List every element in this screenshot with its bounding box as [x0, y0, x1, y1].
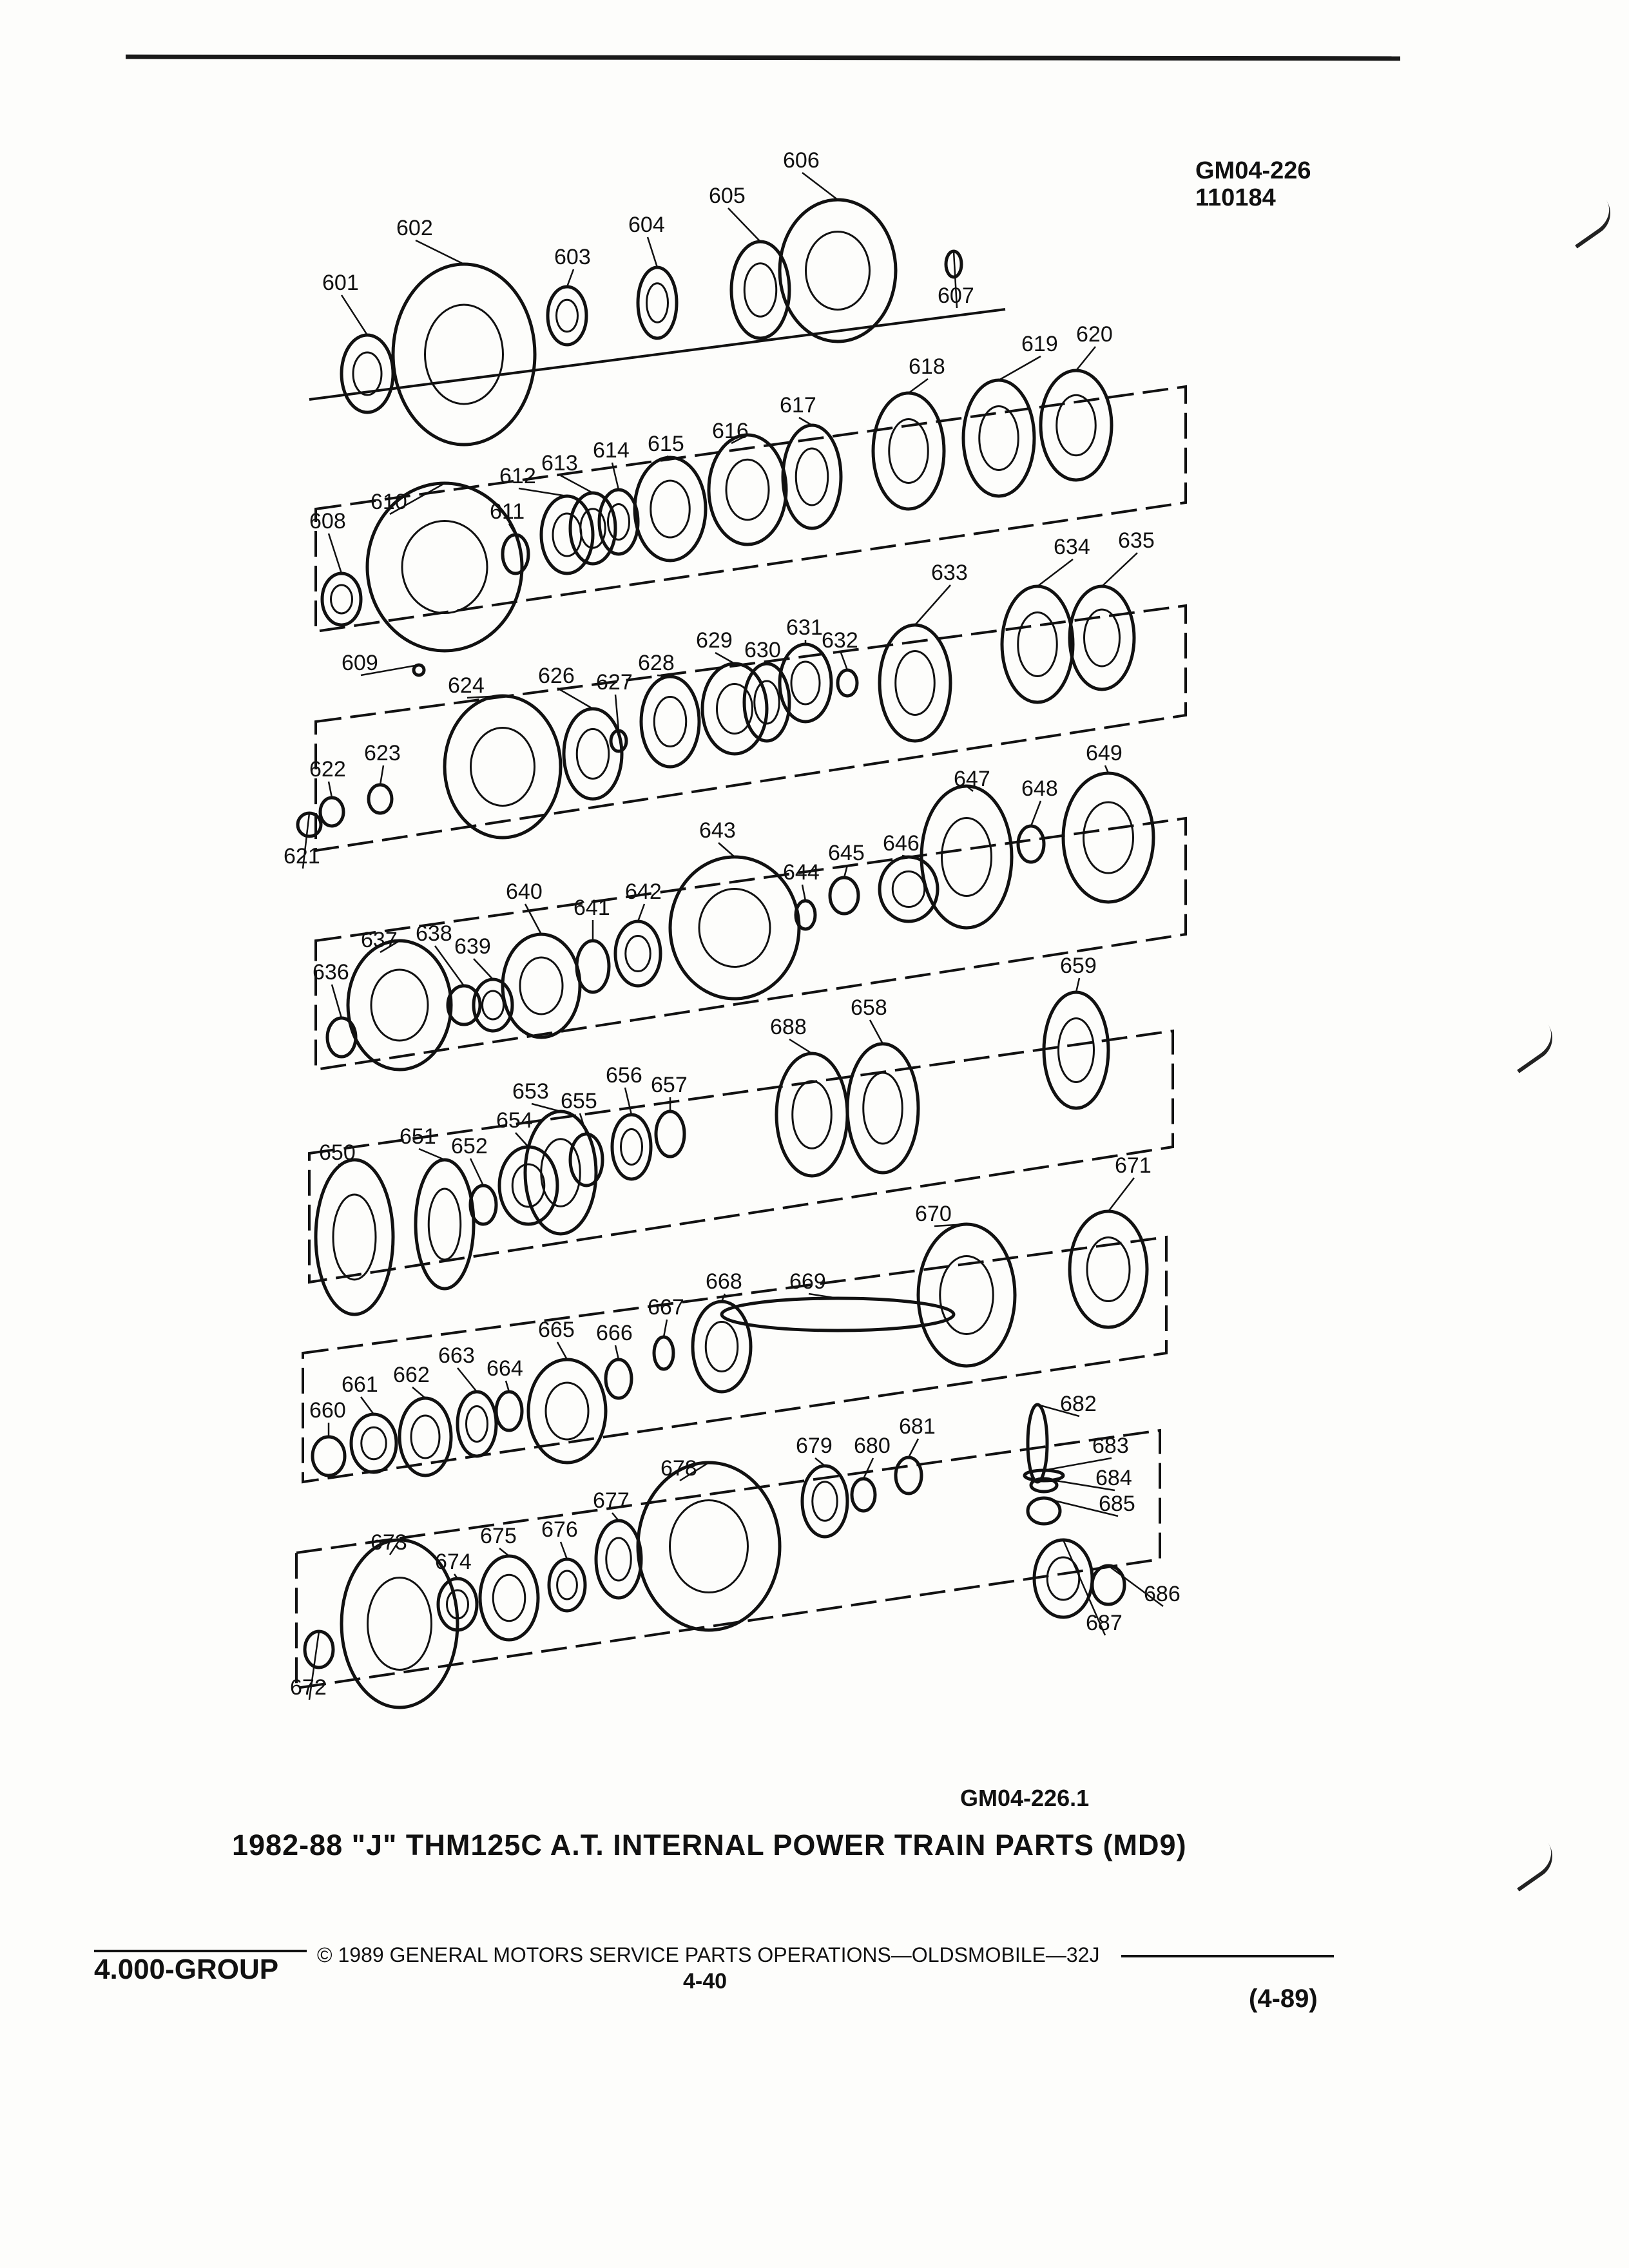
- part-624-bore: [471, 728, 535, 806]
- part-635-bore: [1084, 610, 1120, 666]
- part-603-bore: [557, 300, 578, 332]
- part-label-681: 681: [899, 1414, 936, 1439]
- leader-line-604: [648, 237, 657, 267]
- part-label-635: 635: [1118, 528, 1155, 553]
- part-617-bore: [796, 448, 828, 505]
- part-602-bore: [425, 305, 503, 404]
- part-label-634: 634: [1054, 535, 1090, 559]
- part-label-612: 612: [499, 464, 536, 488]
- part-611: [503, 535, 528, 573]
- leader-line-620: [1076, 347, 1095, 370]
- part-658: [847, 1044, 918, 1173]
- leader-line-626: [557, 688, 593, 709]
- group-label: 4.000-GROUP: [94, 1954, 279, 1985]
- leader-line-659: [1076, 978, 1079, 992]
- part-602: [393, 264, 535, 445]
- part-678: [638, 1463, 780, 1630]
- part-648: [1018, 826, 1044, 862]
- leader-line-667: [664, 1320, 667, 1337]
- part-620-bore: [1057, 395, 1096, 456]
- leader-line-651: [419, 1149, 445, 1160]
- part-601-bore: [353, 352, 381, 395]
- part-619-bore: [979, 407, 1019, 470]
- part-646: [880, 857, 938, 921]
- part-671-bore: [1087, 1238, 1130, 1302]
- part-687: [1034, 1540, 1092, 1617]
- part-677: [596, 1521, 641, 1598]
- part-label-651: 651: [400, 1124, 436, 1149]
- part-604: [638, 267, 677, 338]
- part-label-623: 623: [364, 741, 401, 765]
- part-label-647: 647: [954, 767, 990, 791]
- part-653-bore: [541, 1139, 581, 1207]
- part-603: [548, 287, 586, 345]
- part-658-bore: [863, 1073, 903, 1144]
- part-label-669: 669: [789, 1269, 826, 1294]
- leader-line-656: [625, 1088, 631, 1115]
- part-label-611: 611: [490, 499, 525, 524]
- part-608-bore: [331, 585, 352, 613]
- part-label-610: 610: [371, 490, 407, 514]
- part-label-668: 668: [706, 1269, 742, 1294]
- leader-line-644: [802, 885, 805, 901]
- part-label-677: 677: [593, 1488, 630, 1513]
- part-label-640: 640: [506, 879, 543, 904]
- part-label-674: 674: [435, 1550, 472, 1574]
- leader-line-629: [715, 653, 735, 664]
- part-647-bore: [942, 818, 992, 896]
- part-label-603: 603: [554, 245, 591, 269]
- leader-line-605: [728, 208, 760, 242]
- copyright-line: © 1989 GENERAL MOTORS SERVICE PARTS OPERATIONS—OLDSMOBILE—32J: [317, 1943, 1100, 1966]
- leader-line-603: [567, 269, 574, 287]
- leader-line-665: [557, 1342, 567, 1360]
- part-628-bore: [654, 697, 686, 747]
- part-626: [564, 709, 622, 799]
- part-label-639: 639: [454, 934, 491, 959]
- page-number: 4-40: [683, 1969, 728, 1994]
- part-label-613: 613: [541, 451, 578, 476]
- leader-line-632: [841, 653, 847, 670]
- part-626-bore: [577, 729, 609, 779]
- part-618: [873, 393, 944, 509]
- part-678-bore: [670, 1501, 748, 1593]
- part-label-644: 644: [783, 860, 820, 885]
- leader-line-643: [718, 843, 735, 857]
- part-label-636: 636: [313, 960, 349, 985]
- part-label-631: 631: [786, 615, 823, 640]
- part-633-bore: [896, 651, 935, 715]
- leader-line-602: [416, 240, 464, 264]
- part-617: [783, 425, 841, 528]
- part-647: [921, 786, 1012, 928]
- part-612-bore: [553, 514, 581, 556]
- leader-line-619: [999, 356, 1041, 380]
- part-655: [570, 1134, 602, 1186]
- part-606-bore: [806, 232, 870, 310]
- part-656-bore: [621, 1129, 642, 1165]
- part-label-604: 604: [628, 213, 665, 237]
- part-670-bore: [940, 1256, 994, 1334]
- part-label-680: 680: [854, 1434, 891, 1458]
- part-label-605: 605: [709, 184, 746, 208]
- part-629: [702, 664, 767, 754]
- leader-line-642: [638, 904, 644, 921]
- part-label-648: 648: [1021, 776, 1058, 801]
- group-rule: [94, 1950, 307, 1952]
- part-685: [1028, 1498, 1060, 1524]
- part-675-bore: [493, 1575, 525, 1621]
- part-688-bore: [793, 1081, 832, 1149]
- part-label-686: 686: [1144, 1582, 1181, 1606]
- part-662-bore: [411, 1416, 439, 1458]
- part-677-bore: [606, 1538, 631, 1581]
- part-label-657: 657: [651, 1073, 688, 1097]
- part-label-641: 641: [574, 896, 610, 920]
- part-label-627: 627: [596, 670, 633, 695]
- part-label-662: 662: [393, 1363, 430, 1387]
- part-667: [654, 1337, 673, 1369]
- leader-line-633: [915, 585, 950, 625]
- leader-line-676: [561, 1542, 567, 1559]
- part-label-638: 638: [416, 921, 452, 946]
- leader-line-679: [815, 1458, 825, 1466]
- part-label-650: 650: [319, 1140, 356, 1165]
- part-632: [838, 670, 857, 696]
- leader-line-618: [909, 379, 928, 393]
- part-665: [528, 1360, 606, 1463]
- part-680: [852, 1479, 875, 1511]
- part-label-608: 608: [309, 509, 346, 533]
- part-618-bore: [889, 419, 929, 483]
- part-679-bore: [813, 1482, 838, 1521]
- part-615: [635, 457, 706, 561]
- part-label-687: 687: [1086, 1611, 1123, 1635]
- part-668-bore: [706, 1322, 738, 1372]
- part-label-684: 684: [1095, 1466, 1132, 1490]
- part-686: [1092, 1566, 1124, 1604]
- part-663-bore: [467, 1407, 488, 1442]
- part-654: [499, 1147, 557, 1224]
- part-label-633: 633: [931, 561, 968, 585]
- part-label-609: 609: [342, 651, 378, 675]
- leader-line-617: [799, 418, 812, 425]
- part-609: [414, 665, 424, 675]
- part-label-628: 628: [638, 651, 675, 675]
- part-657: [656, 1111, 684, 1157]
- part-660: [313, 1437, 345, 1475]
- part-label-654: 654: [496, 1108, 533, 1133]
- part-661-bore: [361, 1427, 387, 1459]
- figure-caption: 1982-88 "J" THM125C A.T. INTERNAL POWER TRAIN PARTS (MD9): [232, 1829, 1187, 1861]
- part-label-645: 645: [828, 841, 865, 865]
- part-label-615: 615: [648, 432, 684, 456]
- part-615-bore: [651, 481, 690, 537]
- part-label-676: 676: [541, 1517, 578, 1542]
- part-634: [1002, 586, 1073, 702]
- part-label-685: 685: [1099, 1492, 1135, 1516]
- part-649-bore: [1084, 802, 1133, 873]
- part-label-629: 629: [696, 628, 733, 653]
- ref-code: GM04-226: [1195, 157, 1311, 184]
- part-663: [458, 1392, 496, 1456]
- part-label-620: 620: [1076, 322, 1113, 347]
- part-665-bore: [546, 1383, 588, 1439]
- part-label-665: 665: [538, 1318, 575, 1342]
- part-616: [709, 435, 786, 544]
- part-label-619: 619: [1021, 332, 1058, 356]
- part-label-617: 617: [780, 393, 816, 418]
- part-666: [606, 1360, 631, 1398]
- part-label-616: 616: [712, 419, 749, 443]
- part-label-601: 601: [322, 271, 359, 295]
- part-656: [612, 1115, 651, 1179]
- part-label-655: 655: [561, 1089, 597, 1113]
- part-label-607: 607: [938, 284, 974, 308]
- part-601: [342, 335, 393, 412]
- leader-line-675: [499, 1548, 509, 1556]
- part-label-602: 602: [396, 216, 433, 240]
- part-676: [549, 1559, 585, 1611]
- part-643-bore: [699, 889, 770, 967]
- leader-line-623: [380, 765, 383, 785]
- part-652: [470, 1186, 496, 1224]
- leader-line-664: [506, 1381, 509, 1392]
- leader-line-654: [516, 1133, 528, 1147]
- part-650-bore: [333, 1195, 376, 1280]
- figure-id: GM04-226.1: [960, 1785, 1090, 1811]
- leader-line-652: [470, 1158, 483, 1186]
- part-label-688: 688: [770, 1015, 807, 1039]
- part-645: [830, 878, 858, 914]
- leader-line-661: [361, 1397, 374, 1414]
- part-676-bore: [557, 1571, 577, 1599]
- leader-line-608: [329, 533, 342, 573]
- ref-date: 110184: [1195, 184, 1276, 211]
- leader-line-636: [332, 985, 342, 1018]
- part-label-653: 653: [512, 1079, 549, 1104]
- leader-line-666: [615, 1345, 619, 1360]
- part-label-671: 671: [1115, 1153, 1152, 1178]
- part-label-670: 670: [915, 1202, 952, 1226]
- part-641: [577, 941, 609, 992]
- part-610-bore: [402, 521, 487, 613]
- part-639-bore: [483, 991, 504, 1019]
- part-label-673: 673: [371, 1530, 407, 1555]
- part-623: [369, 785, 392, 813]
- part-671: [1070, 1211, 1147, 1327]
- part-634-bore: [1018, 613, 1057, 677]
- part-675: [480, 1556, 538, 1640]
- part-642: [615, 921, 660, 986]
- part-label-618: 618: [909, 354, 945, 379]
- part-642-bore: [626, 936, 651, 972]
- part-616-bore: [726, 459, 769, 520]
- part-670: [918, 1224, 1015, 1366]
- part-661: [351, 1414, 396, 1472]
- revision-date: (4-89): [1249, 1984, 1318, 2013]
- top-rule: [126, 55, 1400, 61]
- part-619: [963, 380, 1034, 496]
- punch-mark: [1564, 200, 1619, 248]
- leader-line-648: [1031, 801, 1041, 826]
- part-label-675: 675: [480, 1524, 517, 1548]
- part-659-bore: [1059, 1019, 1094, 1082]
- exploded-parts-diagram: [271, 142, 1263, 1740]
- part-637: [348, 941, 451, 1070]
- part-label-672: 672: [290, 1675, 327, 1700]
- part-628: [641, 677, 699, 767]
- part-643: [670, 857, 799, 999]
- footer-rule: [1121, 1955, 1334, 1957]
- punch-mark: [1506, 1843, 1561, 1891]
- part-606: [780, 200, 896, 341]
- part-635: [1070, 586, 1134, 689]
- part-label-678: 678: [660, 1456, 697, 1481]
- part-label-659: 659: [1060, 954, 1097, 978]
- leader-line-658: [870, 1020, 883, 1044]
- part-605-bore: [744, 264, 776, 317]
- part-label-661: 661: [342, 1372, 378, 1397]
- part-label-656: 656: [606, 1063, 642, 1088]
- punch-mark: [1506, 1024, 1561, 1073]
- leader-line-601: [342, 295, 367, 335]
- part-label-660: 660: [309, 1398, 346, 1423]
- part-679: [802, 1466, 847, 1537]
- leader-line-622: [329, 782, 332, 798]
- part-label-667: 667: [648, 1295, 684, 1320]
- part-label-664: 664: [487, 1356, 523, 1381]
- part-label-646: 646: [883, 831, 920, 856]
- part-622: [320, 798, 343, 826]
- part-label-630: 630: [744, 638, 781, 662]
- part-604-bore: [647, 284, 668, 323]
- leader-line-663: [458, 1368, 477, 1392]
- part-662: [400, 1398, 451, 1475]
- leader-line-671: [1108, 1178, 1134, 1211]
- part-label-637: 637: [361, 928, 398, 952]
- leader-line-613: [561, 476, 593, 493]
- part-646-bore: [892, 872, 925, 907]
- part-631-bore: [791, 662, 820, 704]
- part-label-626: 626: [538, 664, 575, 688]
- part-label-683: 683: [1092, 1434, 1129, 1458]
- leader-line-639: [474, 959, 493, 979]
- part-624: [445, 696, 561, 838]
- part-651: [416, 1160, 474, 1289]
- part-label-624: 624: [448, 673, 485, 698]
- part-640-bore: [520, 957, 563, 1014]
- part-label-632: 632: [822, 628, 858, 653]
- part-614-bore: [608, 505, 630, 540]
- leader-line-635: [1102, 553, 1137, 586]
- part-620: [1041, 370, 1112, 480]
- part-637-bore: [371, 970, 428, 1041]
- leader-line-634: [1037, 559, 1073, 586]
- part-664: [496, 1392, 522, 1430]
- leader-line-680: [863, 1458, 873, 1479]
- part-label-658: 658: [851, 995, 887, 1020]
- leader-line-681: [909, 1439, 918, 1457]
- part-651-bore: [429, 1189, 461, 1260]
- leader-line-662: [412, 1387, 425, 1398]
- part-label-606: 606: [783, 148, 820, 173]
- part-label-666: 666: [596, 1321, 633, 1345]
- part-649: [1063, 773, 1153, 902]
- part-608: [322, 573, 361, 625]
- part-673-bore: [368, 1578, 432, 1670]
- part-label-643: 643: [699, 818, 736, 843]
- part-640: [503, 934, 580, 1037]
- part-label-621: 621: [284, 844, 320, 869]
- part-label-649: 649: [1086, 741, 1123, 765]
- part-label-614: 614: [593, 438, 630, 463]
- part-688: [776, 1053, 847, 1176]
- leader-line-606: [802, 173, 838, 200]
- part-label-682: 682: [1060, 1392, 1097, 1416]
- part-label-663: 663: [438, 1343, 475, 1368]
- leader-line-653: [532, 1104, 561, 1111]
- leader-line-612: [519, 488, 567, 496]
- part-659: [1044, 992, 1108, 1108]
- part-label-622: 622: [309, 757, 346, 782]
- part-650: [316, 1160, 393, 1314]
- part-629-bore: [717, 684, 753, 734]
- part-label-642: 642: [625, 879, 662, 904]
- part-label-679: 679: [796, 1434, 833, 1458]
- part-label-652: 652: [451, 1134, 488, 1158]
- leader-line-688: [789, 1039, 812, 1053]
- part-681: [896, 1457, 921, 1494]
